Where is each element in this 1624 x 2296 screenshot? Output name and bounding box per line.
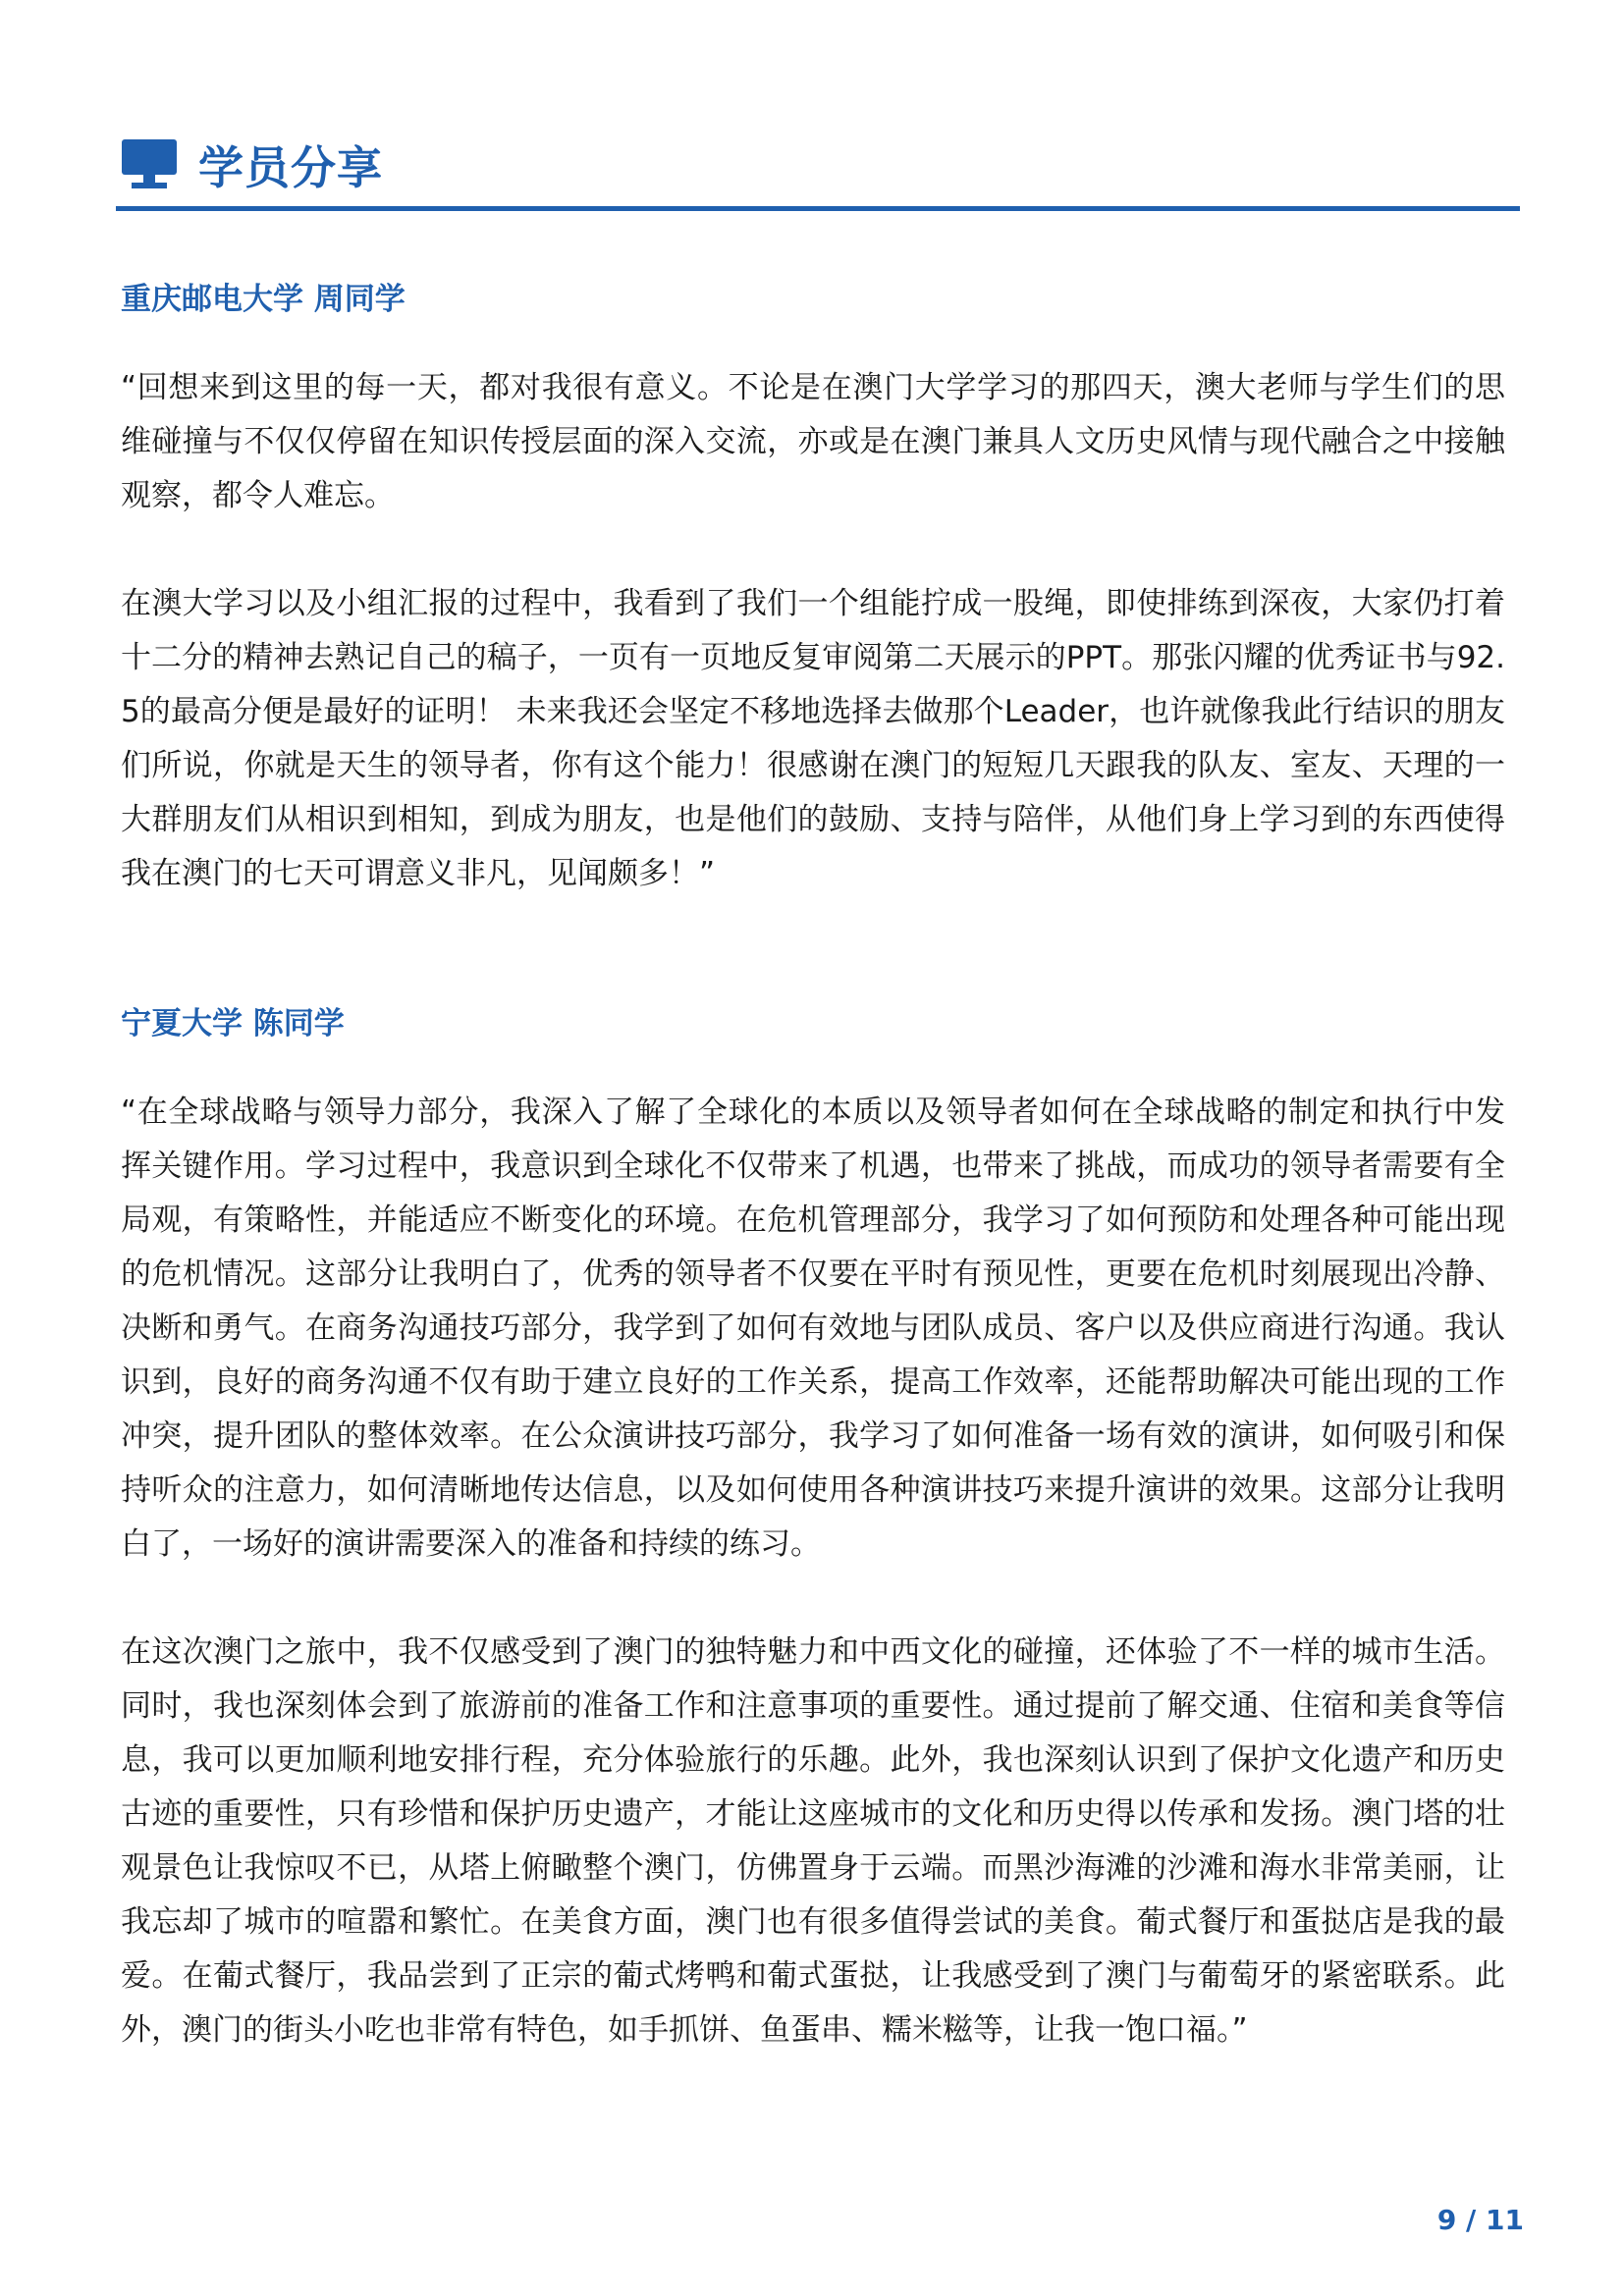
student-name: 重庆邮电大学 周同学 xyxy=(121,282,406,317)
page-number: 9 / 11 xyxy=(1436,2204,1524,2236)
title-divider xyxy=(116,206,1520,211)
monitor-icon xyxy=(120,137,179,192)
student-name: 宁夏大学 陈同学 xyxy=(121,1006,345,1041)
section-header xyxy=(120,135,383,194)
testimonial-paragraph: “回想来到这里的每一天，都对我很有意义。不论是在澳门大学学习的那四天，澳大老师与学生们的思维碰撞与不仅仅停留在知识传授层面的深入交流，亦或是在澳门兼具人文历史风情与现代融合之中接触观察，都令人难忘。 xyxy=(121,370,1505,513)
testimonial-paragraph: “在全球战略与领导力部分，我深入了解了全球化的本质以及领导者如何在全球战略的制定和执行中发挥关键作用。学习过程中，我意识到全球化不仅带来了机遇，也带来了挑战，而成功的领导者需要有全局观，有策略性，并能适应不断变化的环境。在危机管理部分，我学习了如何预防和处理各种可能出现的危机情况。这部分让我明白了，优秀的领导者不仅要在平时有预见性，更要在危机时刻展现出冷静、决断和勇气。在商务沟通技巧部分，我学到了如何有效地与团队成员、客户以及供应商进行沟通。我认识到，良好的商务沟通不仅有助于建立良好的工作关系，提高工作效率，还能帮助解决可能出现的工作冲突，提升团队的整体效率。在公众演讲技巧部分，我学习了如何准备一场有效的演讲，如何吸引和保持听众的注意力，如何清晰地传达信息，以及如何使用各种演讲技巧来提升演讲的效果。这部分让我明白了，一场好的演讲需要深入的准备和持续的练习。 xyxy=(121,1095,1505,1562)
testimonial-paragraph: 在澳大学习以及小组汇报的过程中，我看到了我们一个组能拧成一股绳，即使排练到深夜，大家仍打着十二分的精神去熟记自己的稿子，一页有一页地反复审阅第二天展示的PPT。那张闪耀的优秀证书与92.5的最高分便是最好的证明！ 未来我还会坚定不移地选择去做那个Leader，也许就像我此行结识的朋友们所说，你就是天生的领导者，你有这个能力！很感谢在澳门的短短几天跟我的队友、室友、天理的一大群朋友们从相识到相知，到成为朋友，也是他们的鼓励、支持与陪伴，从他们身上学习到的东西使得我在澳门的七天可谓意义非凡，见闻颇多！” xyxy=(121,586,1505,891)
testimonial-2 xyxy=(121,999,1505,2057)
page-title: 学员分享 xyxy=(198,141,383,194)
testimonial-paragraph: 在这次澳门之旅中，我不仅感受到了澳门的独特魅力和中西文化的碰撞，还体验了不一样的城市生活。同时，我也深刻体会到了旅游前的准备工作和注意事项的重要性。通过提前了解交通、住宿和美食等信息，我可以更加顺利地安排行程，充分体验旅行的乐趣。此外，我也深刻认识到了保护文化遗产和历史古迹的重要性，只有珍惜和保护历史遗产，才能让这座城市的文化和历史得以传承和发扬。澳门塔的壮观景色让我惊叹不已，从塔上俯瞰整个澳门，仿佛置身于云端。而黑沙海滩的沙滩和海水非常美丽，让我忘却了城市的喧嚣和繁忙。在美食方面，澳门也有很多值得尝试的美食。葡式餐厅和蛋挞店是我的最爱。在葡式餐厅，我品尝到了正宗的葡式烤鸭和葡式蛋挞，让我感受到了澳门与葡萄牙的紧密联系。此外，澳门的街头小吃也非常有特色，如手抓饼、鱼蛋串、糯米糍等，让我一饱口福。” xyxy=(121,1634,1505,2048)
testimonials-section xyxy=(121,275,1505,2057)
testimonial-1 xyxy=(121,275,1505,901)
